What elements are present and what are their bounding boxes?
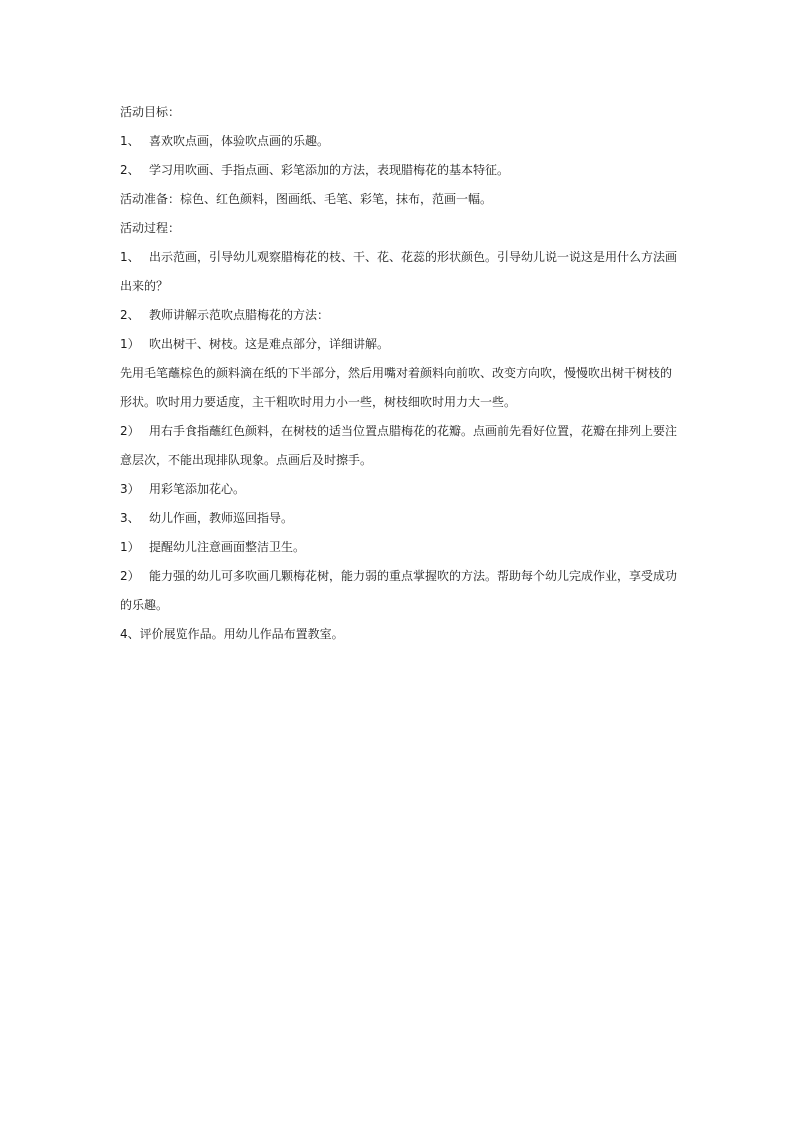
item-number: 1）	[120, 337, 140, 351]
item-text: 提醒幼儿注意画面整洁卫生。	[149, 540, 306, 554]
paragraph-line	[120, 591, 680, 620]
list-item	[120, 127, 680, 156]
line-text: 意层次，不能出现排队现象。点画后及时擦手。	[120, 453, 373, 467]
item-number: 1、	[120, 134, 140, 148]
item-text: 用彩笔添加花心。	[149, 482, 246, 496]
line-text: 4、评价展览作品。用幼儿作品布置教室。	[120, 627, 344, 641]
line-text: 活动过程：	[120, 221, 181, 235]
line-text: 活动目标：	[120, 105, 181, 119]
list-item	[120, 301, 680, 330]
line-text: 出来的？	[120, 279, 169, 293]
paragraph-line	[120, 359, 680, 388]
list-item	[120, 330, 680, 359]
item-text: 教师讲解示范吹点腊梅花的方法：	[149, 308, 330, 322]
item-text: 出示范画，引导幼儿观察腊梅花的枝、干、花、花蕊的形状颜色。引导幼儿说一说这是用什么方法画	[149, 250, 678, 264]
document-body	[120, 98, 680, 649]
item-text: 喜欢吹点画，体验吹点画的乐趣。	[149, 134, 330, 148]
list-item	[120, 243, 680, 272]
item-number: 1）	[120, 540, 140, 554]
paragraph-line	[120, 272, 680, 301]
line-text: 形状。吹时用力要适度，主干粗吹时用力小一些，树枝细吹时用力大一些。	[120, 395, 517, 409]
item-number: 3、	[120, 511, 140, 525]
item-number: 1、	[120, 250, 140, 264]
section-preparation	[120, 185, 680, 214]
section-heading-process	[120, 214, 680, 243]
item-text: 用右手食指蘸红色颜料，在树枝的适当位置点腊梅花的花瓣。点画前先看好位置，花瓣在排列上要注	[149, 424, 678, 438]
list-item	[120, 417, 680, 446]
item-number: 2）	[120, 424, 140, 438]
line-text: 活动准备：棕色、红色颜料，图画纸、毛笔、彩笔，抹布，范画一幅。	[120, 192, 493, 206]
item-text: 吹出树干、树枝。这是难点部分，详细讲解。	[149, 337, 390, 351]
section-heading-goals	[120, 98, 680, 127]
item-number: 3）	[120, 482, 140, 496]
list-item	[120, 562, 680, 591]
line-text: 的乐趣。	[120, 598, 169, 612]
item-number: 2、	[120, 308, 140, 322]
line-text: 先用毛笔蘸棕色的颜料滴在纸的下半部分，然后用嘴对着颜料向前吹、改变方向吹，慢慢吹出树干树枝的	[120, 366, 673, 380]
list-item	[120, 533, 680, 562]
list-item	[120, 156, 680, 185]
item-number: 2）	[120, 569, 140, 583]
item-text: 能力强的幼儿可多吹画几颗梅花树，能力弱的重点掌握吹的方法。帮助每个幼儿完成作业，享受成功	[149, 569, 678, 583]
item-text: 幼儿作画，教师巡回指导。	[149, 511, 294, 525]
list-item	[120, 475, 680, 504]
item-text: 学习用吹画、手指点画、彩笔添加的方法，表现腊梅花的基本特征。	[149, 163, 510, 177]
paragraph-line	[120, 388, 680, 417]
item-number: 2、	[120, 163, 140, 177]
paragraph-line	[120, 620, 680, 649]
list-item	[120, 504, 680, 533]
paragraph-line	[120, 446, 680, 475]
